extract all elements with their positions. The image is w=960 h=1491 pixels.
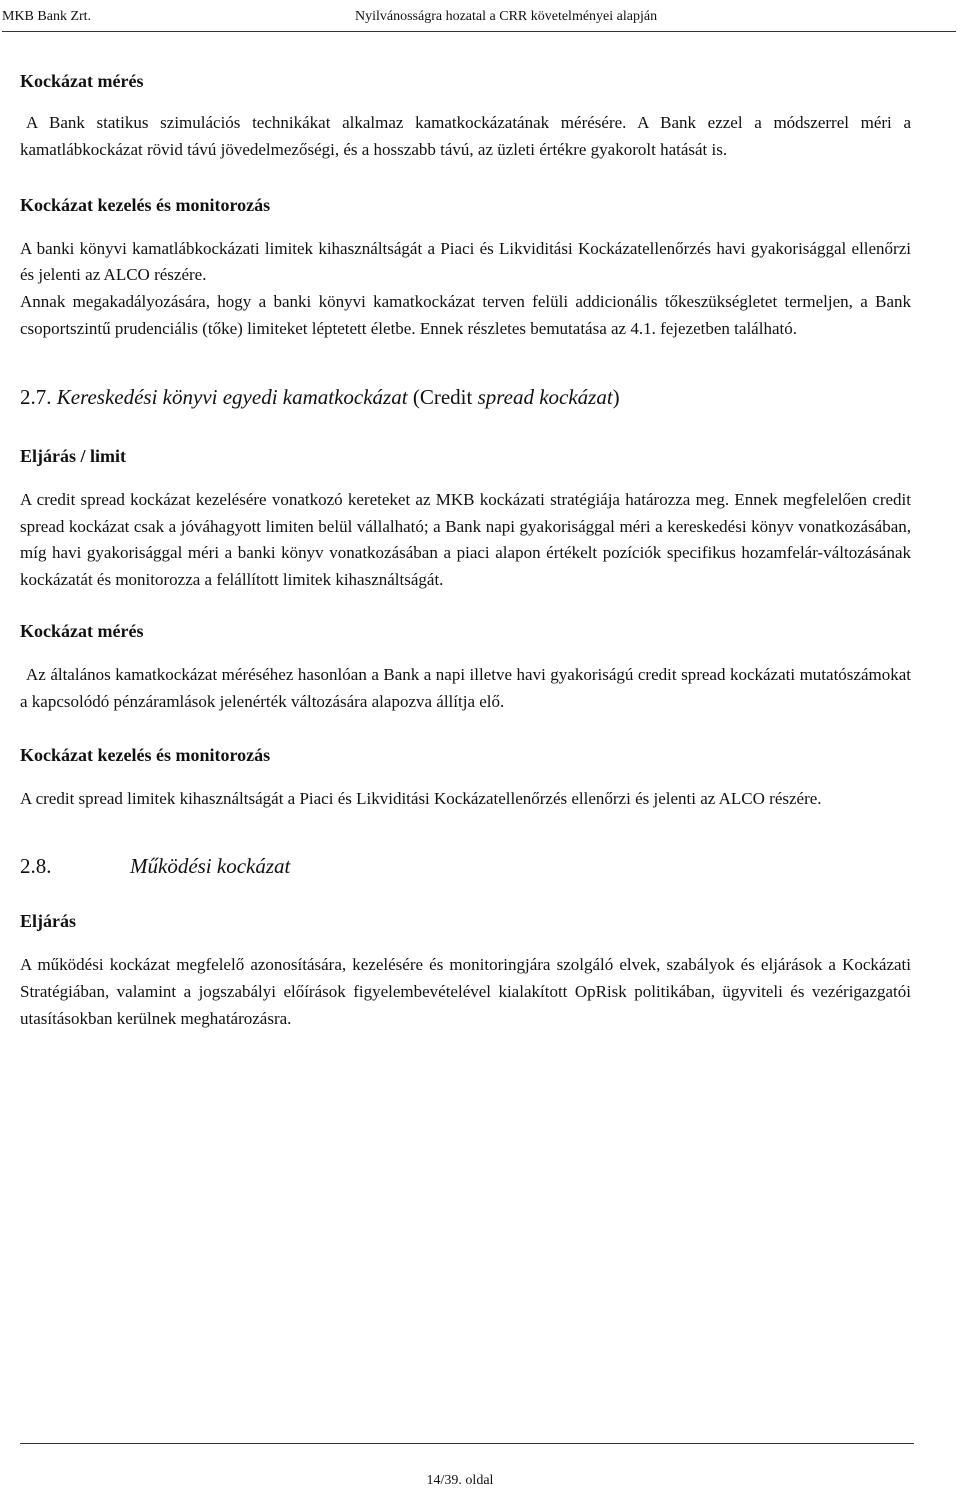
paragraph-credit-spread-management: A credit spread limitek kihasználtságát a Piaci és Likviditási Kockázatellenőrzés ellenőrzi és jelenti az ALCO részére. — [20, 788, 822, 808]
footer-divider — [20, 1443, 914, 1444]
section-heading-procedure: Eljárás — [20, 911, 76, 932]
chapter-subtitle-close: ) — [612, 384, 620, 409]
header-company: MKB Bank Zrt. — [2, 9, 92, 24]
chapter-heading-2-7 — [20, 383, 911, 411]
page-number: 14/39. oldal — [426, 1473, 494, 1488]
paragraph-risk-management-2: Annak megakadályozására, hogy a banki könyvi kamatkockázat terven felüli addicionális tőkeszükségletet termeljen, a Bank csoportszintű prudenciális (tőke) limiteket léptetett életbe. Ennek részletes bemutatása az 4.1. fejezetben található. — [20, 292, 911, 338]
page-footer — [0, 1473, 960, 1489]
section-heading-procedure-limit: Eljárás / limit — [20, 445, 126, 466]
document-body — [20, 68, 911, 1033]
chapter-number: 2.7. — [20, 384, 52, 409]
chapter-title: Működési kockázat — [130, 854, 291, 879]
chapter-subtitle: spread kockázat — [477, 384, 613, 409]
chapter-title: Kereskedési könyvi egyedi kamatkockázat — [56, 384, 408, 409]
page-header — [0, 5, 960, 31]
section-heading-credit-spread-measurement: Kockázat mérés — [20, 620, 144, 641]
chapter-subtitle-open: (Credit — [407, 384, 478, 409]
chapter-heading-2-8 — [20, 852, 911, 880]
paragraph-credit-spread-measurement: Az általános kamatkockázat méréséhez hasonlóan a Bank a napi illetve havi gyakoriságú credit spread kockázati mutatószámokat a kapcsolódó pénzáramlások jelenérték változására alapozva állítja elő. — [20, 664, 911, 711]
section-heading-risk-management: Kockázat kezelés és monitorozás — [20, 194, 271, 215]
chapter-number: 2.8. — [20, 854, 52, 879]
paragraph-risk-management-1: A banki könyvi kamatlábkockázati limitek kihasználtságát a Piaci és Likviditási Kockázatellenőrzés havi gyakorisággal ellenőrzi és jelenti az ALCO részére. — [20, 238, 911, 285]
section-heading-credit-spread-management: Kockázat kezelés és monitorozás — [20, 744, 271, 765]
paragraph-procedure-limit: A credit spread kockázat kezelésére vonatkozó kereteket az MKB kockázati stratégiája határozza meg. Ennek megfelelően credit spread kockázat csak a jóváhagyott limiten belül vállalható; a Bank napi gyakorisággal méri a kereskedési könyv vonatkozásában, míg havi gyakorisággal méri a banki könyv vonatkozásában a piaci alapon értékelt pozíciók specifikus hozamfelár-változásának kockázatát és monitorozza a felállított limitek kihasználtságát. — [20, 489, 911, 590]
paragraph-operational-procedure: A működési kockázat megfelelő azonosítására, kezelésére és monitoringjára szolgáló elvek, szabályok és eljárások a Kockázati Stratégiában, valamint a jogszabályi előírások figyelembevételével kialakított OpRisk politikában, ügyviteli és vezérigazgatói utasításokban kerülnek meghatározásra. — [20, 955, 911, 1028]
paragraph-risk-measurement: A Bank statikus szimulációs technikákat alkalmaz kamatkockázatának mérésére. A Bank ezzel a módszerrel méri a kamatlábkockázat rövid távú jövedelmezőségi, és a hosszabb távú, az üzleti értékre gyakorolt hatását is. — [20, 113, 911, 159]
header-document-title: Nyilvánosságra hozatal a CRR követelményei alapján — [355, 9, 658, 24]
section-heading-risk-measurement: Kockázat mérés — [20, 71, 144, 91]
header-divider — [2, 31, 956, 32]
